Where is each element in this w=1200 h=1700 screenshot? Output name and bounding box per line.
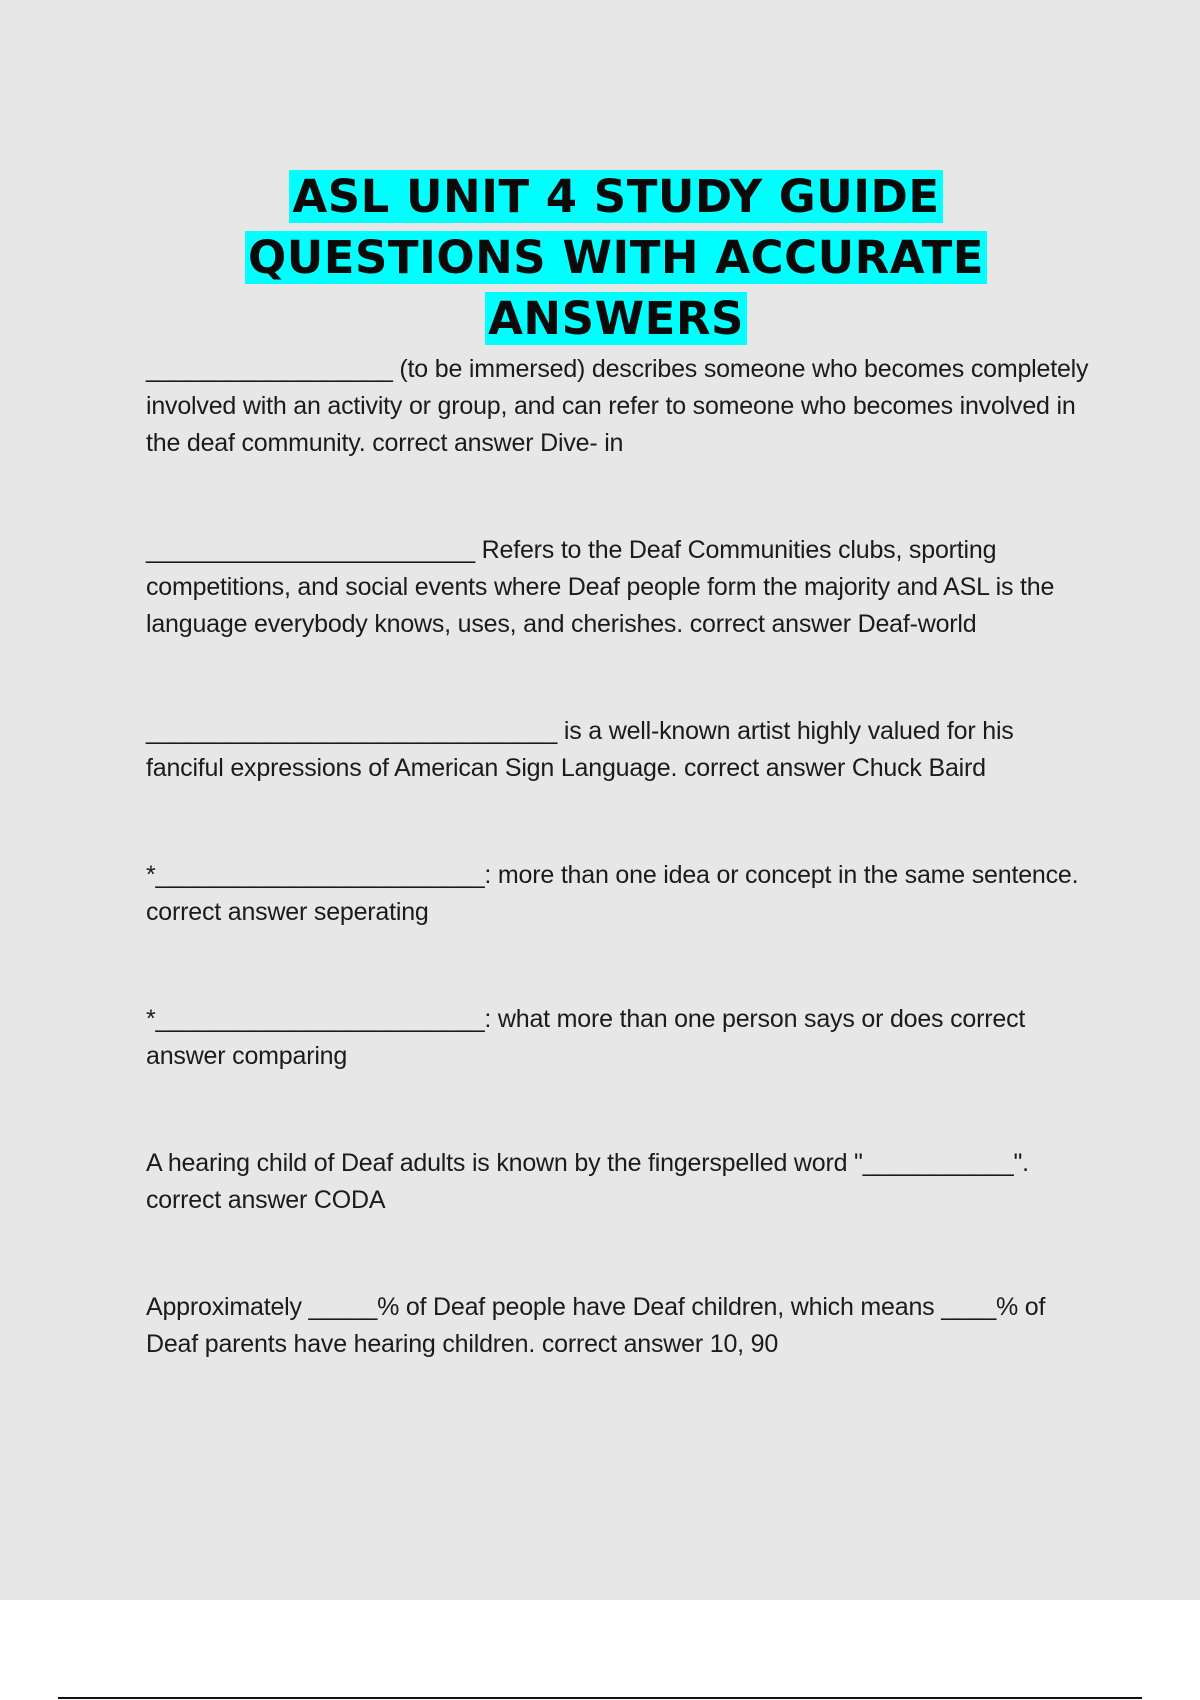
qa-item-7 <box>146 1289 1096 1363</box>
question-text: *________________________: more than one idea or concept in the same sentence. <box>146 861 1079 889</box>
answer-lead: correct answer <box>372 429 534 457</box>
answer-text: Chuck Baird <box>851 754 986 782</box>
title-line-3: ANSWERS <box>485 292 747 345</box>
answer-lead: correct answer <box>146 898 308 926</box>
qa-item-1 <box>146 351 1096 462</box>
document-title <box>100 166 1132 349</box>
answer-text: Deaf-world <box>857 610 977 638</box>
question-text: ________________________ Refers to the Deaf Communities clubs, sporting competitions, and social events where Deaf people form the majority and ASL is the language everybody knows, uses, and cherishes. <box>146 536 1055 638</box>
answer-lead: correct answer <box>146 1005 1026 1070</box>
question-text: Approximately _____% of Deaf people have Deaf children, which means ____% of Deaf parents have hearing children. <box>146 1293 1046 1358</box>
qa-item-4 <box>146 857 1096 931</box>
answer-text: 10, 90 <box>709 1330 779 1358</box>
qa-item-2 <box>146 532 1096 643</box>
question-text: *________________________: what more than one person says or does <box>146 1005 944 1033</box>
answer-text: CODA <box>313 1186 386 1214</box>
answer-text: comparing <box>232 1042 348 1070</box>
question-text: __________________ (to be immersed) describes someone who becomes completely involved with an activity or group, and can refer to someone who becomes involved in the deaf community. <box>146 355 1089 457</box>
answer-lead: correct answer <box>683 754 846 782</box>
qa-item-6 <box>146 1145 1096 1219</box>
answer-lead: correct answer <box>689 610 851 638</box>
answer-text: seperating <box>313 898 429 926</box>
title-line-1: ASL UNIT 4 STUDY GUIDE <box>289 170 942 223</box>
qa-item-5 <box>146 1001 1096 1075</box>
answer-text: Dive- in <box>540 429 624 457</box>
qa-item-3 <box>146 713 1096 787</box>
question-text: ______________________________ is a well-known artist highly valued for his fanciful expressions of American Sign Language. <box>146 717 1014 782</box>
title-line-2: QUESTIONS WITH ACCURATE <box>245 231 987 284</box>
answer-lead: correct answer <box>146 1186 308 1214</box>
question-text: A hearing child of Deaf adults is known by the fingerspelled word "___________". <box>146 1149 1029 1177</box>
footer-divider <box>58 1697 1142 1699</box>
answer-lead: correct answer <box>541 1330 703 1358</box>
qa-list <box>146 351 1096 1433</box>
